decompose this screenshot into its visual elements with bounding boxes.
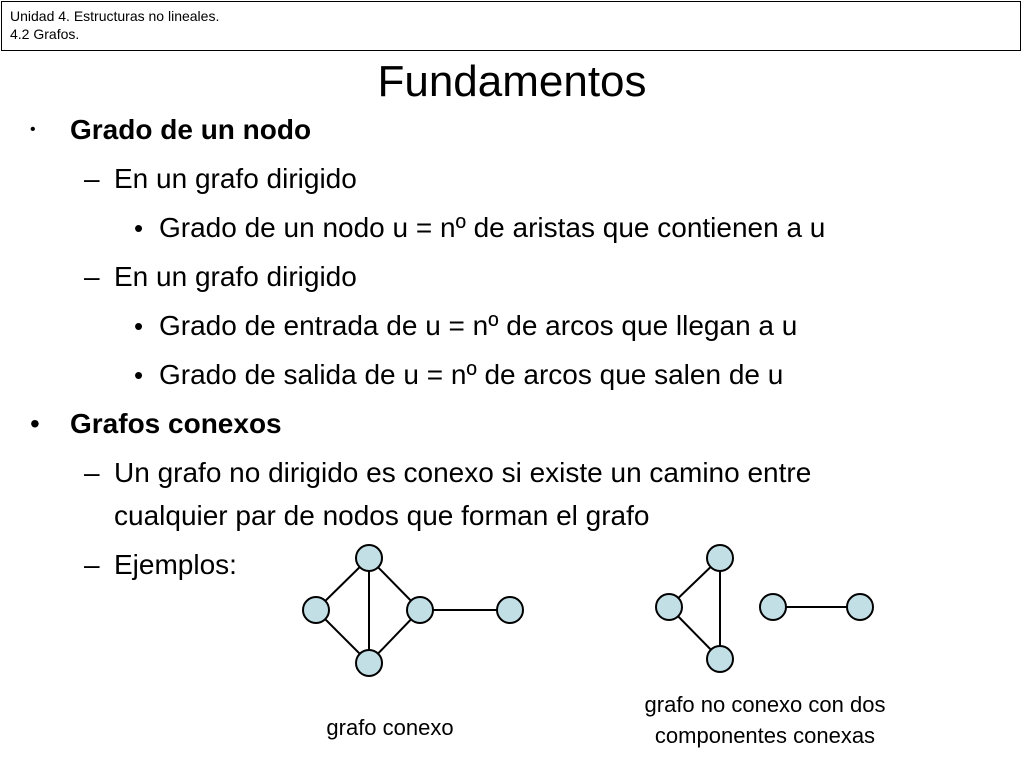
bullet-dot: • — [134, 311, 144, 341]
header-line-2: 4.2 Grafos. — [10, 26, 80, 42]
sub-bullet-conexo-def-line-2: cualquier par de nodos que forman el grafo — [114, 500, 650, 531]
slide-title: Fundamentos — [377, 57, 647, 106]
graph-node — [356, 545, 382, 571]
bullet-grafos-conexos: Grafos conexos — [70, 408, 282, 439]
bullet-grado-de-un-nodo: Grado de un nodo — [70, 114, 312, 145]
sub-bullet-ejemplos: Ejemplos: — [114, 549, 237, 580]
bullet-dot: • — [30, 408, 40, 439]
sub-bullet-grafo-dirigido-1: En un grafo dirigido — [114, 163, 357, 194]
graph-node — [303, 597, 329, 623]
graph-node — [356, 650, 382, 676]
item-grado-nodo-u: Grado de un nodo u = nº de aristas que contienen a u — [159, 212, 826, 243]
graph-node — [707, 646, 733, 672]
connected-graph — [303, 545, 523, 676]
graph-node — [656, 594, 682, 620]
sub-bullet-conexo-def-line-1: Un grafo no dirigido es conexo si existe un camino entre — [114, 457, 812, 488]
header-line-1: Unidad 4. Estructuras no lineales. — [10, 8, 220, 24]
item-grado-entrada: Grado de entrada de u = nº de arcos que llegan a u — [159, 310, 798, 341]
graph-node — [407, 597, 433, 623]
graph-node — [760, 594, 786, 620]
sub-bullet-grafo-dirigido-2: En un grafo dirigido — [114, 261, 357, 292]
dash-mark: – — [84, 163, 100, 194]
dash-mark: – — [84, 549, 100, 580]
item-grado-salida: Grado de salida de u = nº de arcos que salen de u — [159, 359, 784, 390]
bullet-dot: • — [30, 121, 36, 138]
dash-mark: – — [84, 261, 100, 292]
graph-node — [847, 594, 873, 620]
bullet-dot: • — [134, 213, 144, 243]
dash-mark: – — [84, 457, 100, 488]
bullet-dot: • — [134, 360, 144, 390]
caption-grafo-no-conexo-line-1: grafo no conexo con dos — [644, 692, 886, 717]
graph-node — [497, 597, 523, 623]
disconnected-graph — [656, 545, 873, 672]
graph-node — [707, 545, 733, 571]
caption-grafo-conexo: grafo conexo — [326, 715, 454, 740]
caption-grafo-no-conexo-line-2: componentes conexas — [654, 723, 876, 748]
